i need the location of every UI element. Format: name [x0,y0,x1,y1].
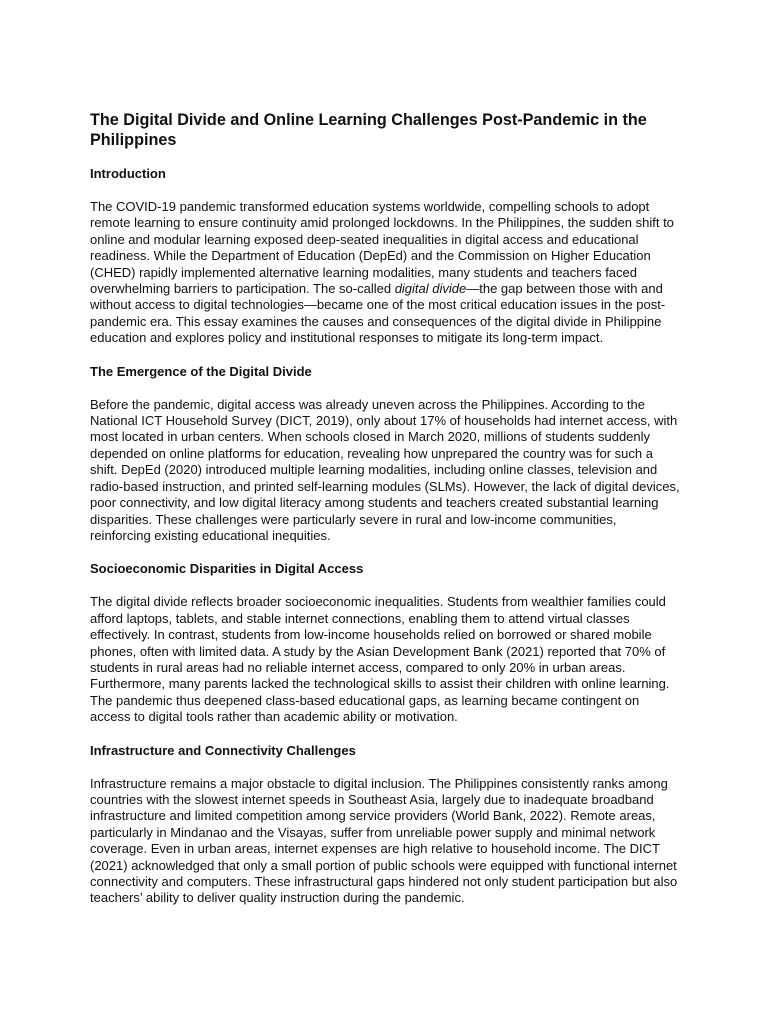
document-title: The Digital Divide and Online Learning Challenges Post-Pandemic in the Philippines [90,111,647,149]
infrastructure-paragraph: Infrastructure remains a major obstacle to digital inclusion. The Philippines consistently ranks among countries with the slowest internet speeds in Southeast Asia, largely due to inadequate broadband infrastructure and limited competition among service providers (World Bank, 2022). Remote areas, particularly in Mindanao and the Visayas, suffer from unreliable power supply and minimal network coverage. Even in urban areas, internet expenses are high relative to household income. The DICT (2021) acknowledged that only a small portion of public schools were equipped with functional internet connectivity and computers. These infrastructural gaps hindered not only student participation but also teachers’ ability to deliver quality instruction during the pandemic. [90,775,678,906]
section-heading-infrastructure: Infrastructure and Connectivity Challenges [90,742,356,758]
introduction-emphasis: digital divide [394,281,467,297]
section-heading-introduction: Introduction [90,166,166,181]
introduction-text-start: The COVID-19 pandemic transformed education systems worldwide, compelling schools to adopt remote learning to ensure continuity amid prolonged lockdowns. In the Philippines, the sudden shift to online and modular learning exposed deep-seated inequalities in digital access and educational readiness. While the Department of Education (DepEd) and the Commission on Higher Education (CHED) rapidly implemented alternative learning modalities, many students and teachers faced overwhelming barriers to participation. The so-called [90,199,674,297]
section-heading-emergence: The Emergence of the Digital Divide [90,363,312,379]
introduction-paragraph [90,199,680,347]
section-heading-socioeconomic: Socioeconomic Disparities in Digital Access [90,561,364,577]
document-page [90,110,680,924]
introduction-text-end: —the gap between those with and without access to digital technologies—became one of the most critical education issues in the post-pandemic era. This essay examines the causes and consequences of the digital divide in Philippine education and explores policy and institutional responses to mitigate its long-term impact. [90,281,666,346]
socioeconomic-paragraph: The digital divide reflects broader socioeconomic inequalities. Students from wealthier families could afford laptops, tablets, and stable internet connections, enabling them to attend virtual classes effectively. In contrast, students from low-income households relied on borrowed or shared mobile phones, often with limited data. A study by the Asian Development Bank (2021) reported that 70% of students in rural areas had no reliable internet access, compared to only 20% in urban areas. Furthermore, many parents lacked the technological skills to assist their children with online learning. The pandemic thus deepened class-based educational gaps, as learning became contingent on access to digital tools rather than academic ability or motivation. [90,594,670,725]
emergence-paragraph: Before the pandemic, digital access was already uneven across the Philippines. According to the National ICT Household Survey (DICT, 2019), only about 17% of households had internet access, with most located in urban centers. When schools closed in March 2020, millions of students suddenly depended on online platforms for education, revealing how unprepared the country was for such a shift. DepEd (2020) introduced multiple learning modalities, including online classes, television and radio-based instruction, and printed self-learning modules (SLMs). However, the lack of digital devices, poor connectivity, and low digital literacy among students and teachers created substantial learning disparities. These challenges were particularly severe in rural and low-income communities, reinforcing existing educational inequities. [90,396,680,543]
